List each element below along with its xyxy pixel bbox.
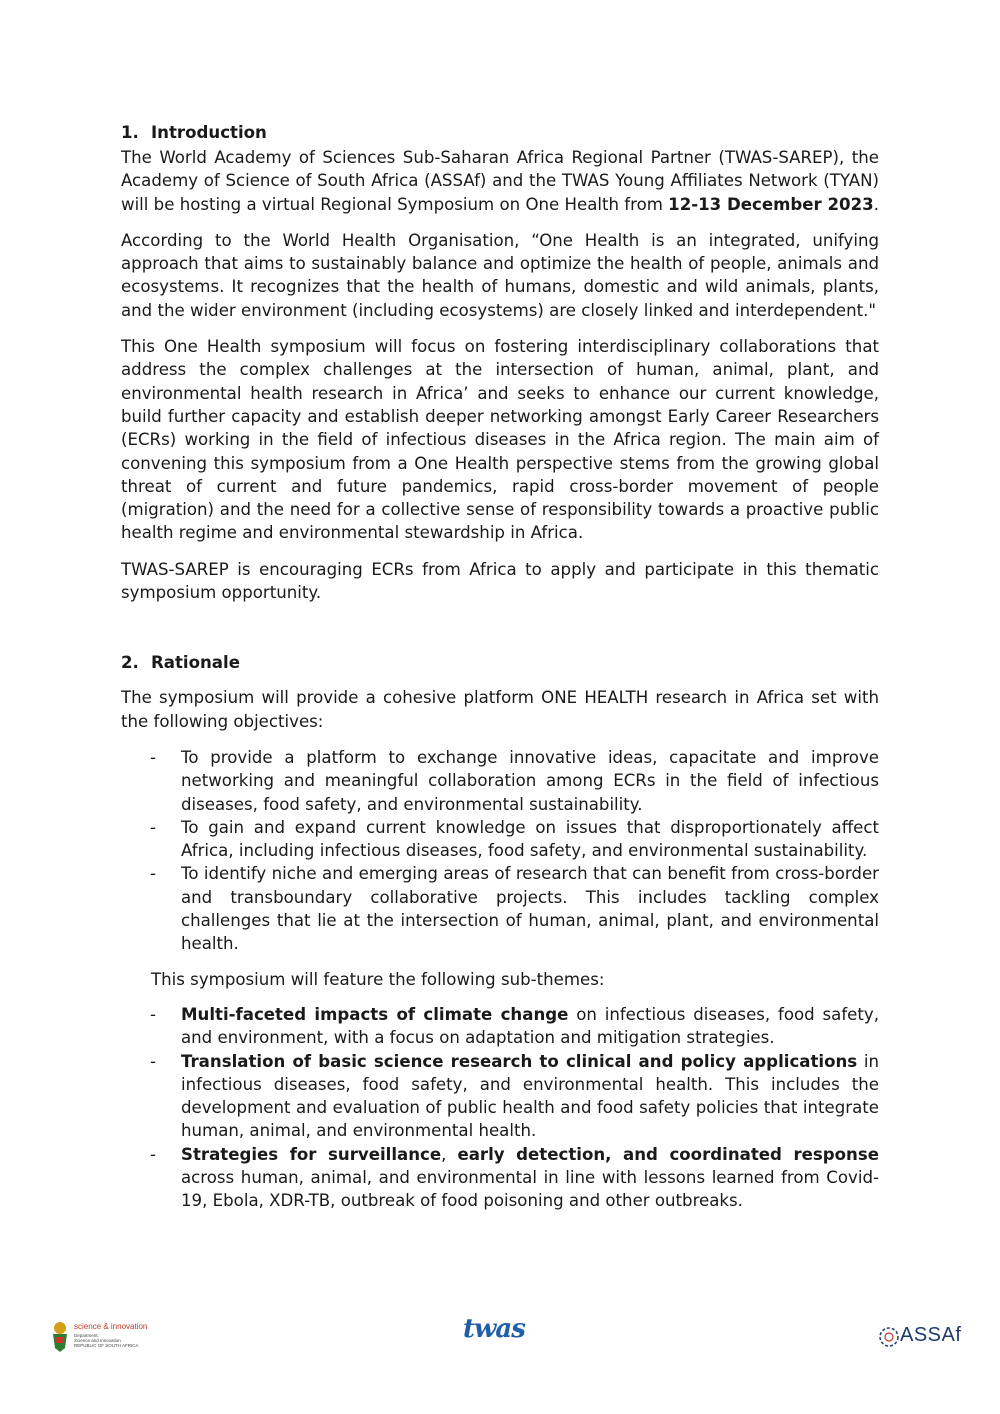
list-item: [150, 816, 879, 863]
intro-p1-date: 12-13 December 2023: [668, 194, 874, 214]
intro-paragraph-1: [121, 146, 879, 216]
objectives-list: [121, 746, 879, 956]
coat-of-arms-icon: [50, 1320, 70, 1354]
dsi-subtitle: Department: Science and Innovation REPUBLIC OF SOUTH AFRICA: [74, 1333, 139, 1348]
subtheme-title-2: early detection, and coordinated response: [457, 1144, 879, 1164]
dsi-logo: [50, 1314, 170, 1358]
section-number: 1.: [121, 123, 139, 142]
subtheme-text: across human, animal, and environmental in line with lessons learned from Covid-19, Ebola, XDR-TB, outbreak of food poisoning and other outbreaks.: [181, 1167, 879, 1211]
section-title: Rationale: [151, 653, 240, 673]
subtheme-text: in infectious diseases, food safety, and environmental health. This includes the development and evaluation of public health and food safety policies that integrate human, animal, and environmental health.: [181, 1051, 879, 1141]
dash-bullet: -: [150, 1004, 156, 1024]
assaf-logo: [878, 1320, 968, 1356]
intro-p1-end: .: [873, 194, 879, 214]
subthemes-list: [121, 1003, 879, 1213]
subthemes-intro: This symposium will feature the following sub-themes:: [151, 969, 605, 989]
page-footer: [0, 1310, 1000, 1370]
list-item: [150, 746, 879, 816]
intro-paragraph-3: This One Health symposium will focus on fostering interdisciplinary collaborations that address the complex challenges at the intersection of human, animal, plant, and environmental health research in Africa’ and seeks to enhance our current knowledge, build further capacity and establish deeper networking amongst Early Career Researchers (ECRs) working in the field of infectious diseases in the Africa region. The main aim of convening this symposium from a One Health perspective stems from the growing global threat of current and future pandemics, rapid cross-border movement of people (migration) and the need for a collective sense of responsibility towards a proactive public health regime and environmental stewardship in Africa.: [121, 337, 879, 543]
section-number: 2.: [121, 653, 139, 673]
rationale-paragraph: The symposium will provide a cohesive platform ONE HEALTH research in Africa set with the following objectives:: [121, 688, 879, 731]
list-item: [150, 862, 879, 955]
twas-logo-text: twas: [463, 1314, 525, 1344]
assaf-swirl-icon: [878, 1326, 900, 1348]
objective-text: To provide a platform to exchange innovative ideas, capacitate and improve networking and meaningful collaboration among ECRs in the field of infectious diseases, food safety, and environmental sustainability.: [181, 747, 879, 814]
subtheme-title: Translation of basic science research to clinical and policy applications: [181, 1051, 858, 1071]
subtheme-text: on infectious diseases, food safety, and environment, with a focus on adaptation and mitigation strategies.: [181, 1004, 879, 1048]
subtheme-separator: ,: [441, 1144, 458, 1164]
objective-text: To gain and expand current knowledge on issues that disproportionately affect Africa, including infectious diseases, food safety, and environmental sustainability.: [181, 817, 879, 861]
section-heading-rationale: [121, 650, 879, 676]
section-rationale: [121, 650, 879, 1212]
dash-bullet: -: [150, 1051, 156, 1071]
intro-paragraph-2: According to the World Health Organisation, “One Health is an integrated, unifying approach that aims to sustainably balance and optimize the health of people, animals and ecosystems. It recognizes that the health of humans, domestic and wild animals, plants, and the wider environment (including ecosystems) are closely linked and interdependent.": [121, 230, 879, 320]
dash-bullet: -: [150, 747, 156, 767]
assaf-logo-text: ASSAf: [900, 1324, 962, 1346]
list-item: [150, 1143, 879, 1213]
section-title: Introduction: [151, 123, 267, 142]
dsi-title: science & innovation: [74, 1322, 148, 1331]
section-heading-introduction: [121, 120, 879, 146]
document-body: [121, 120, 879, 1225]
subtheme-title: Multi-faceted impacts of climate change: [181, 1004, 569, 1024]
objective-text: To identify niche and emerging areas of research that can benefit from cross-border and transboundary collaborative projects. This includes tackling complex challenges that lie at the intersection of human, animal, plant, and environmental health.: [181, 864, 879, 954]
intro-p1-text: The World Academy of Sciences Sub-Saharan Africa Regional Partner (TWAS-SAREP), the Academy of Science of South Africa (ASSAf) and the TWAS Young Affiliates Network (TYAN) will be hosting a virtual Regional Symposium on One Health from: [121, 148, 879, 214]
dash-bullet: -: [150, 817, 156, 837]
dsi-text-block: [74, 1314, 174, 1358]
intro-paragraph-4: TWAS-SAREP is encouraging ECRs from Africa to apply and participate in this thematic symposium opportunity.: [121, 559, 879, 603]
dash-bullet: -: [150, 864, 156, 884]
subtheme-title: Strategies for surveillance: [181, 1144, 442, 1164]
dash-bullet: -: [150, 1144, 156, 1164]
list-item: [150, 1050, 879, 1143]
twas-logo: [463, 1314, 533, 1354]
section-introduction: [121, 120, 879, 604]
list-item: [150, 1003, 879, 1050]
